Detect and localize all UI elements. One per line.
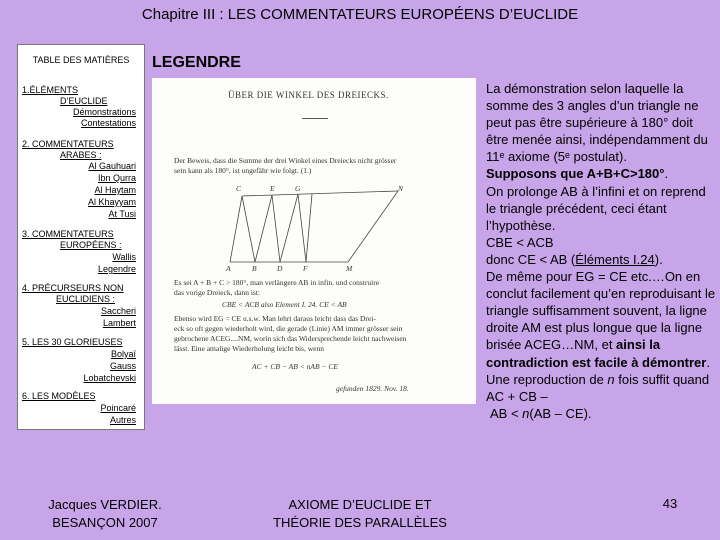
text-paragraph	[486, 268, 718, 405]
slide-title: Chapitre III : LES COMMENTATEURS EUROPÉENS D’EUCLIDE	[141, 6, 579, 23]
toc-link-autres[interactable]: Autres	[109, 415, 136, 425]
triangle-figure	[152, 78, 476, 404]
toc-link-arabes[interactable]: 2. COMMENTATEURS	[22, 139, 114, 149]
scan-formula: AC + CB − AB < nAB − CE	[252, 362, 338, 371]
toc-link-poincare[interactable]: Poincaré	[100, 403, 136, 413]
text-span: . Une reproduction de	[486, 354, 710, 387]
toc-link-al-khayyam[interactable]: Al Khayyam	[87, 197, 136, 207]
toc-link-europeens-2[interactable]: EUROPÉENS :	[60, 240, 122, 250]
scan-line: sein kann als 180°, ist ungefähr wie folgt. (1.)	[174, 166, 312, 175]
figure-label-e: E	[270, 184, 275, 193]
text-span: AB <	[490, 405, 523, 421]
text-span: ).	[654, 251, 663, 267]
scan-signature: gefunden 1829. Nov. 18.	[336, 384, 409, 393]
footer-author-line: BESANÇON 2007	[52, 515, 158, 530]
toc-link-demonstrations[interactable]: Démonstrations	[72, 107, 136, 117]
text-paragraph	[486, 405, 718, 422]
scan-line: Ebenso wird EG = CE u.s.w. Man lehrt daraus leicht dass das Drei-	[174, 314, 376, 323]
body-text	[486, 80, 718, 422]
text-span: De même pour EG = CE etc.…On en conclut facilement qu’en reproduisant le triangle suffisamment souvent, la ligne droite AM est plus longue que la ligne brisée ACEG…NM, et	[486, 269, 716, 353]
scan-formula: CBE < ACB also Element I. 24. CE < AB	[222, 300, 347, 309]
toc-link-wallis[interactable]: Wallis	[112, 252, 136, 262]
toc-link-lambert[interactable]: Lambert	[102, 318, 136, 328]
text-span: donc CE < AB (	[486, 251, 576, 267]
manuscript-scan	[152, 78, 476, 404]
table-of-contents	[17, 44, 145, 430]
elements-reference-link[interactable]: Éléments I.24	[575, 251, 655, 267]
toc-link-elements-2[interactable]: D’EUCLIDE	[60, 96, 108, 106]
toc-link-lobatchevski[interactable]: Lobatchevski	[83, 373, 136, 383]
scan-line: Es sei A + B + C > 180°, man verlängere AB in infin. und construire	[174, 278, 380, 287]
toc-link-legendre[interactable]: Legendre	[97, 264, 136, 274]
scan-line: eck so oft gegen wiederholt wird, die gerade (Linie) AM immer grösser sein	[174, 324, 403, 333]
text-span: n	[607, 371, 615, 387]
footer-author	[20, 496, 190, 532]
scan-line: Der Beweis, dass die Summe der drei Winkel eines Dreiecks nicht grösser	[174, 156, 397, 165]
figure-label-m: M	[346, 264, 353, 273]
toc-link-bolyai[interactable]: Bolyaï	[110, 349, 136, 359]
hypothesis-end: .	[664, 166, 669, 182]
text-paragraph: La démonstration selon laquelle la somme des 3 angles d’un triangle ne peut pas être supérieure à 180° doit être menée ainsi, indépendamment du 11ᵉ axiome (5ᵉ postulat).	[486, 81, 708, 165]
figure-label-a: A	[226, 264, 231, 273]
toc-link-gauss[interactable]: Gauss	[109, 361, 136, 371]
scan-line: lässt. Eine amalige Wiederholung leicht bis, wenn	[174, 344, 324, 353]
toc-heading: TABLE DES MATIÈRES	[32, 55, 130, 65]
toc-link-europeens[interactable]: 3. COMMENTATEURS	[22, 229, 114, 239]
footer-title	[240, 496, 480, 532]
text-span: fois suffit quand AC + CB –	[486, 371, 710, 404]
toc-link-al-haytam[interactable]: Al Haytam	[94, 185, 136, 195]
figure-label-f: F	[303, 264, 308, 273]
section-title: LEGENDRE	[152, 54, 241, 71]
footer-author-line: Jacques VERDIER.	[48, 497, 162, 512]
text-span: (AB – CE).	[529, 405, 592, 421]
toc-link-precurseurs[interactable]: 4. PRÉCURSEURS NON	[22, 283, 124, 293]
toc-link-contestations[interactable]: Contestations	[80, 118, 136, 128]
hypothesis-text: Supposons que A+B+C>180°	[486, 166, 665, 182]
text-paragraph	[486, 165, 718, 182]
scan-line: das vorige Dreieck, dann ist:	[174, 288, 261, 297]
text-paragraph	[486, 251, 718, 268]
toc-link-elements[interactable]: 1.ÉLÉMENTS	[22, 85, 79, 95]
text-span: n	[522, 405, 530, 421]
figure-label-c: C	[236, 184, 242, 193]
contradiction-text: ainsi la contradiction est facile à démontrer	[486, 337, 707, 370]
scan-heading: ÜBER DIE WINKEL DES DREIECKS.	[228, 90, 389, 100]
toc-link-al-gauhuari[interactable]: Al Gauhuari	[88, 161, 136, 171]
text-paragraph: On prolonge AB à l’infini et on reprend le triangle précédent, ceci étant l’hypothèse.	[486, 183, 706, 233]
figure-label-d: D	[277, 264, 283, 273]
toc-link-saccheri[interactable]: Saccheri	[100, 306, 136, 316]
toc-link-precurseurs-2[interactable]: EUCLIDIENS :	[56, 294, 116, 304]
toc-link-ibn-qurra[interactable]: Ibn Qurra	[97, 173, 136, 183]
toc-link-arabes-2[interactable]: ARABES :	[60, 150, 102, 160]
footer-title-line: AXIOME D’EUCLIDE ET	[288, 497, 432, 512]
scan-line: gebrochene ACEG....NM, worin sich das Widersprechende leicht nachweisen	[174, 334, 407, 343]
toc-link-modeles[interactable]: 6. LES MODÈLES	[22, 391, 96, 401]
page-number: 43	[662, 496, 678, 511]
figure-label-b: B	[252, 264, 257, 273]
toc-link-glorieuses[interactable]: 5. LES 30 GLORIEUSES	[22, 337, 123, 347]
toc-link-at-tusi[interactable]: At Tusi	[108, 209, 136, 219]
footer-title-line: THÉORIE DES PARALLÈLES	[273, 515, 447, 530]
text-paragraph: CBE < ACB	[486, 234, 554, 250]
figure-label-g: G	[295, 184, 301, 193]
figure-label-n: N	[398, 184, 404, 193]
